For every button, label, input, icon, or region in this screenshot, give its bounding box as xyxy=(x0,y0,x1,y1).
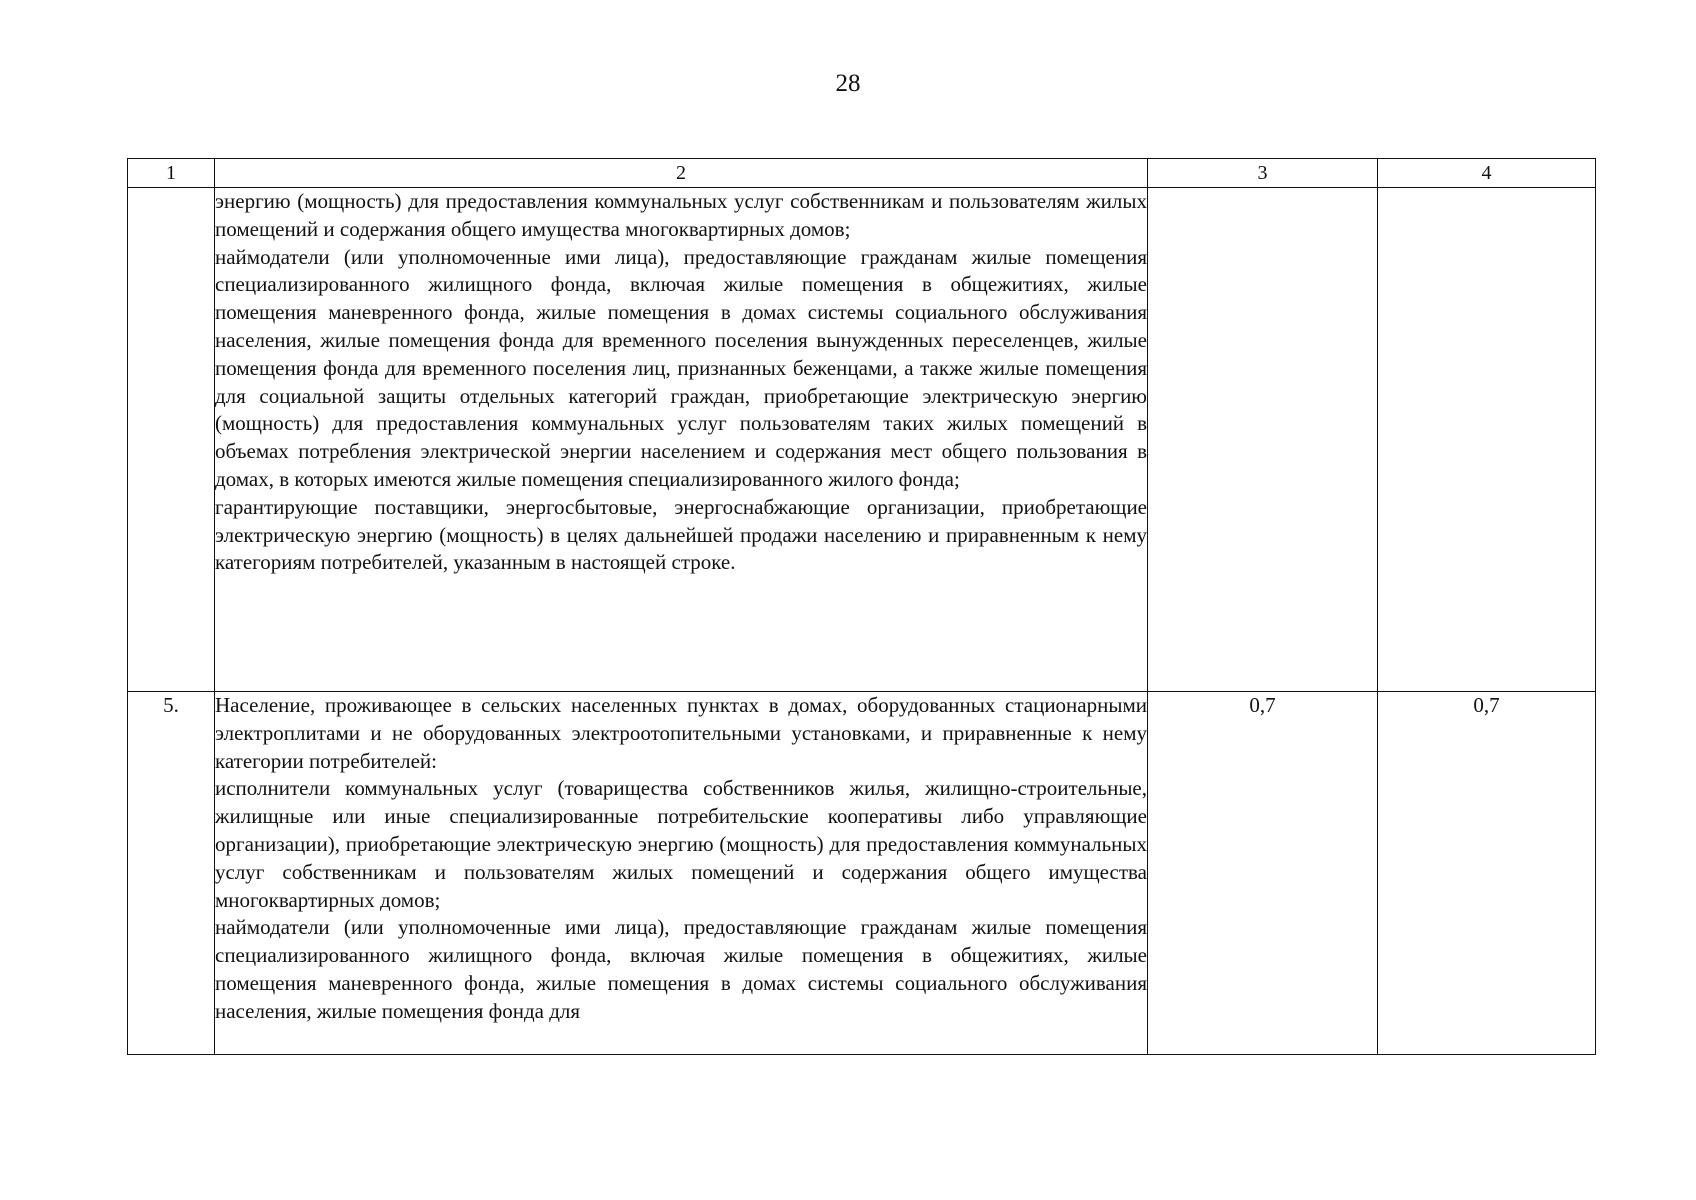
row-description xyxy=(215,188,1148,692)
description-paragraph: наймодатели (или уполномоченные ими лица), предоставляющие гражданам жилые помещения специализированного жилищного фонда, включая жилые помещения в общежитиях, жилые помещения маневренного фонда, жилые помещения в домах системы социального обслуживания населения, жилые помещения фонда для временного поселения вынужденных переселенцев, жилые помещения фонда для временного поселения лиц, признанных беженцами, а также жилые помещения для социальной защиты отдельных категорий граждан, приобретающие электрическую энергию (мощность) для предоставления коммунальных услуг пользователям таких жилых помещений в объемах потребления электрической энергии населением и содержания мест общего пользования в домах, в которых имеются жилые помещения специализированного жилого фонда; xyxy=(215,244,1147,491)
table-row xyxy=(128,692,1596,1055)
column-header-4: 4 xyxy=(1378,159,1596,188)
column-header-1: 1 xyxy=(128,159,215,188)
row-value-col4 xyxy=(1378,188,1596,692)
description-paragraph: наймодатели (или уполномоченные ими лица), предоставляющие гражданам жилые помещения специализированного жилищного фонда, включая жилые помещения в общежитиях, жилые помещения маневренного фонда, жилые помещения в домах системы социального обслуживания населения, жилые помещения фонда для xyxy=(215,915,1147,1023)
table-row xyxy=(128,188,1596,692)
row-description xyxy=(215,692,1148,1055)
row-number xyxy=(128,188,215,692)
tariff-table xyxy=(127,158,1596,1055)
row-value-col3: 0,7 xyxy=(1148,692,1378,1055)
page-number: 28 xyxy=(835,70,861,97)
row-value-col4: 0,7 xyxy=(1378,692,1596,1055)
description-paragraph: исполнители коммунальных услуг (товарищества собственников жилья, жилищно-строительные, жилищные или иные специализированные потребительские кооперативы либо управляющие организации), приобретающие электрическую энергию (мощность) для предоставления коммунальных услуг собственникам и пользователям жилых помещений и содержания общего имущества многоквартирных домов; xyxy=(215,776,1147,912)
description-paragraph: энергию (мощность) для предоставления коммунальных услуг собственникам и пользователям жилых помещений и содержания общего имущества многоквартирных домов; xyxy=(215,189,1147,241)
row-value-col3 xyxy=(1148,188,1378,692)
table-header-row xyxy=(128,159,1596,188)
row-number: 5. xyxy=(128,692,215,1055)
column-header-2: 2 xyxy=(215,159,1148,188)
column-header-3: 3 xyxy=(1148,159,1378,188)
description-paragraph: Население, проживающее в сельских населенных пунктах в домах, оборудованных стационарными электроплитами и не оборудованных электроотопительными установками, и приравненные к нему категории потребителей: xyxy=(215,693,1147,773)
description-paragraph: гарантирующие поставщики, энергосбытовые, энергоснабжающие организации, приобретающие электрическую энергию (мощность) в целях дальнейшей продажи населению и приравненным к нему категориям потребителей, указанным в настоящей строке. xyxy=(215,494,1147,575)
